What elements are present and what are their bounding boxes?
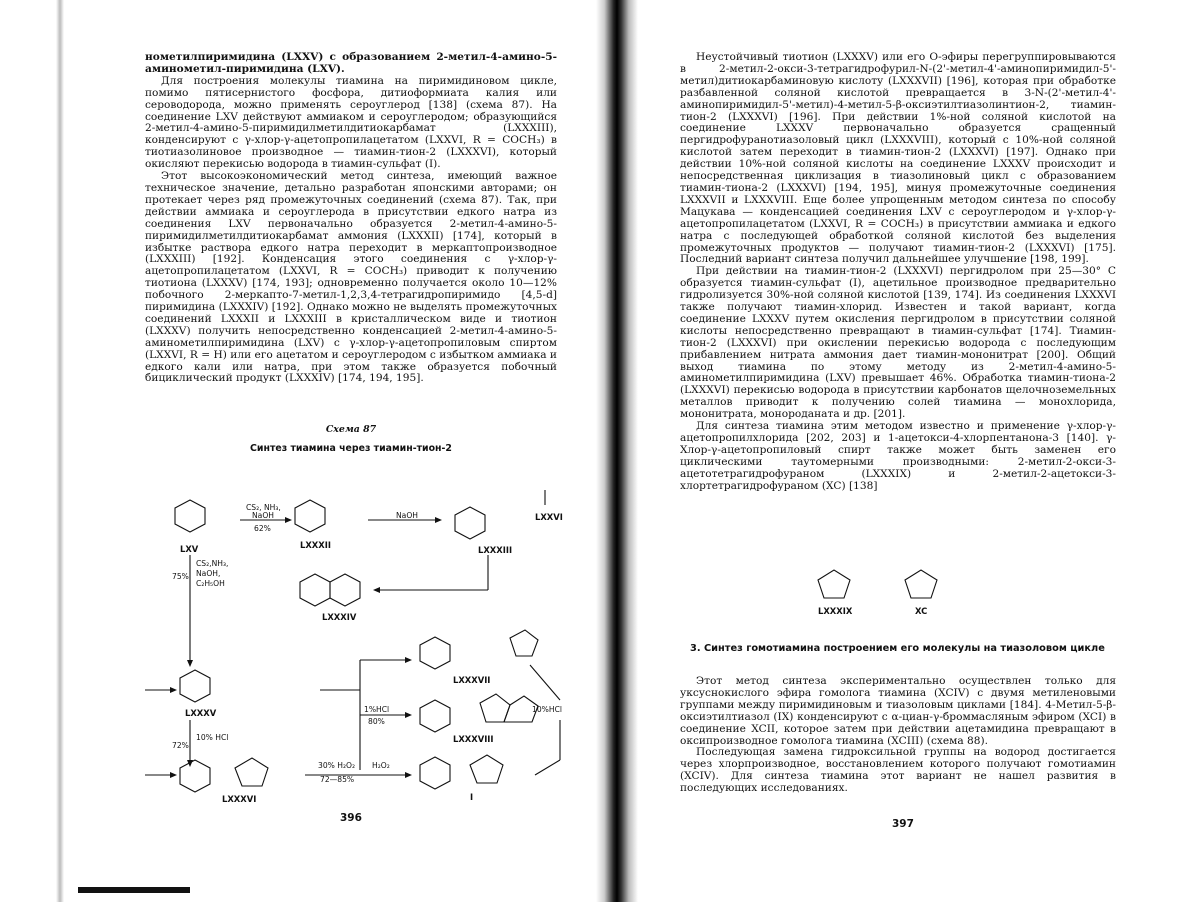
pyrimidine-ring	[420, 637, 450, 669]
paragraph: Для построения молекулы тиамина на пиримидиновом цикле, помимо пятисернистого фосфора, дитиоформиата калия или сероводорода, можно применять сероуглерод [138] (схема 87). На соединение LXV действуют аммиаком и сероуглеродом; образующийся 2-метил-4-амино-5-пиримидилметилдитиокарбамат (LXXXIII), конденсируют с γ-хлор-γ-ацетопропилацетатом (LXXVI, R = COCH₃) в тиотиазолиновое производное — тиамин-тион-2 (LXXXVI), который окисляют перекисью водорода в тиамин-сульфат (I).	[145, 74, 557, 171]
pyrimidine-ring	[180, 670, 210, 702]
page-number: 397	[892, 818, 914, 830]
compound-label: LXXVI	[535, 512, 563, 522]
reaction-condition: 30% H₂O₂	[318, 761, 356, 770]
reaction-condition: 1%HCl	[364, 705, 390, 714]
reaction-condition: NaOH	[252, 511, 275, 520]
right-text-column-lower	[680, 676, 1116, 795]
scheme-label: Схема 87	[325, 424, 377, 435]
pyrimidine-ring	[330, 574, 360, 606]
reaction-arrow	[535, 760, 560, 775]
paragraph: Этот высокоэкономический метод синтеза, имеющий важное техническое значение, детально разработан японскими авторами; он протекает через ряд промежуточных соединений (схема 87). Так, при действии аммиака и сероуглерода в присутствии едкого натра из соединения LXV первоначально образуется 2-метил-4-амино-5-пиримидилметилдитиокарбамат аммония (LXXXII) [174], который в избытке раствора едкого натра переходит в меркаптопроизводное (LXXXIII) [192]. Конденсация этого соединения с γ-хлор-γ-ацетопропилацетатом (LXXVI, R = COCH₃) приводит к получению тиотиона (LXXXV) [174, 193]; одновременно получается около 10—12% побочного 2-меркапто-7-метил-1,2,3,4-тетрагидропиримидо [4,5-d] пиримидина (LXXXIV) [192]. Однако можно не выделять промежуточных соединений LXXXII и LXXXIII в кристаллическом виде и тиотион (LXXXV) получить непосредственно конденсацией 2-метил-4-амино-5-аминометилпиримидина (LXV) с γ-хлор-γ-ацетопропиловым спиртом (LXXVI, R = H) или его ацетатом и сероуглеродом с избытком аммиака и едкого кали или натра, при этом также образуется побочный бициклический продукт (LXXXIV) [174, 194, 195].	[145, 170, 557, 385]
right-page	[600, 0, 1200, 902]
thiazole-ring	[470, 755, 503, 783]
furan-ring	[510, 630, 538, 656]
reaction-condition: 80%	[368, 717, 385, 726]
pyrimidine-ring	[180, 760, 210, 792]
compound-label: LXXXIII	[478, 545, 513, 555]
compound-label: LXXXVI	[222, 794, 257, 804]
section-heading: 3. Синтез гомотиамина построением его молекулы на тиазоловом цикле	[690, 643, 1105, 654]
reaction-condition: CS₂,NH₃,	[196, 559, 229, 568]
scheme-title: Синтез тиамина через тиамин-тион-2	[250, 443, 452, 454]
paragraph: Для синтеза тиамина этим методом известно и применение γ-хлор-γ-ацетопропилхлорида [202, 203] и 1-ацетокси-4-хлорпентанона-3 [140]. γ-Хлор-γ-ацетопропиловый спирт также может быть заменен его циклическими таутомерными производными: 2-метил-2-окси-3-ацетотетрагидрофураном (LXXXIX) и 2-метил-2-ацетокси-3-хлортетрагидрофураном (XC) [138]	[680, 420, 1116, 492]
reaction-condition: 75%	[172, 572, 189, 581]
page-number: 396	[340, 812, 362, 824]
reaction-condition: 72%	[172, 741, 189, 750]
compound-label: I	[470, 792, 474, 802]
pyrimidine-ring	[300, 574, 330, 606]
compound-label: LXXXVIII	[453, 734, 494, 744]
pyrimidine-ring	[420, 700, 450, 732]
pyrimidine-ring	[295, 500, 325, 532]
reaction-condition: C₂H₅OH	[196, 579, 225, 588]
compound-label: LXXXII	[300, 540, 331, 550]
reaction-condition: 10% HCl	[196, 733, 229, 742]
right-text-column	[680, 52, 1116, 493]
reaction-condition: 10%HCl	[532, 705, 563, 714]
compound-label: LXXXV	[185, 708, 217, 718]
reaction-condition: 62%	[254, 524, 271, 533]
paragraph: При действии на тиамин-тион-2 (LXXXVI) пергидролом при 25—30° С образуется тиамин-сульфат (I), ацетильное производное предварительно гидролизуется 30%-ной соляной кислотой [139, 174]. Из соединения LXXXVI также получают тиамин-хлорид. Известен и такой вариант, когда соединение LXXXV путем окисления пергидролом в присутствии соляной кислоты непосредственно превращают в тиамин-сульфат [174]. Тиамин-тион-2 (LXXXVI) при окислении перекисью водорода с последующим прибавлением нитрата аммония дает тиамин-мононитрат [200]. Общий выход тиамина по этому методу из 2-метил-4-амино-5-аминометилпиримидина (LXV) превышает 46%. Обработка тиамин-тиона-2 (LXXXVI) перекисью водорода в присутствии карбонатов щелочноземельных металлов приводит к получению солей тиамина — монохлорида, мононитрата, монороданата и др. [201].	[680, 265, 1116, 421]
pyrimidine-ring	[420, 757, 450, 789]
reaction-arrow	[530, 665, 560, 700]
paragraph: Последующая замена гидроксильной группы на водород достигается через хлорпроизводное, восстановлением которого получают гомотиамин (XCIV). Для синтеза тиамина этот вариант не нашел развития в последующих исследованиях.	[680, 746, 1116, 795]
compound-label: LXXXIV	[322, 612, 357, 622]
compound-label: LXXXVII	[453, 675, 491, 685]
paragraph: нометилпиримидина (LXXV) с образованием 2-метил-4-амино-5-аминометил-пиримидина (LXV).	[145, 51, 557, 75]
compound-label: XC	[915, 606, 928, 616]
paragraph: Неустойчивый тиотион (LXXXV) или его О-эфиры перегруппировываются в 2-метил-2-окси-3-тетрагидрофурил-N-(2'-метил-4'-аминопиримидил-5'-метил)дитиокарбаминовую кислоту (LXXXVII) [196], которая при обработке разбавленной соляной кислотой превращается в 3-N-(2'-метил-4'-аминопиримидил-5'-метил)-4-метил-5-β-оксиэтилтиазолинтион-2, тиамин-тион-2 (LXXXVI) [196]. При действии 1%-ной соляной кислотой на соединение LXXXV первоначально образуется сращенный пергидрофуранотиазоловый цикл (LXXXVIII), который с 10%-ной соляной кислотой затем переходит в тиамин-тион-2 (LXXXVI) [197]. Однако при действии 10%-ной соляной кислоты на соединение LXXXV происходит и непосредственная циклизация в тиазолиновый цикл с образованием тиамин-тиона-2 (LXXXVI) [194, 195], минуя промежуточные соединения LXXXVII и LXXXVIII. Еще более упрощенным методом синтеза по способу Мацукава — конденсацией соединения LXV с сероуглеродом и γ-хлор-γ-ацетопропилацетатом (LXXVI, R = COCH₃) в присутствии аммиака и едкого натра с последующей обработкой соляной кислотой без выделения промежуточных продуктов — получают тиамин-тион-2 (LXXXVI) [175]. Последний вариант синтеза получил дальнейшее улучшение [198, 199].	[680, 51, 1116, 266]
reaction-condition: NaOH,	[196, 569, 221, 578]
pyrimidine-ring	[455, 507, 485, 539]
reaction-condition: 72—85%	[320, 775, 355, 784]
compound-label: LXXXIX	[818, 606, 853, 616]
paragraph: Этот метод синтеза экспериментально осуществлен только для уксуснокислого эфира гомолога тиамина (XCIV) с двумя метиленовыми группами между пиримидиновым и тиазоловым циклами [184]. 4-Метил-5-β-оксиэтилтиазол (IX) конденсируют с α-циан-γ-броммасляным эфиром (XCI) в соединение XCII, которое затем при действии ацетамидина превращают в оксипроизводное гомолога тиамина (XCIII) (схема 88).	[680, 675, 1116, 747]
thiazole-ring	[235, 758, 268, 786]
reaction-condition: CS₂, NH₃,	[246, 503, 281, 512]
compound-label: LXV	[180, 544, 199, 554]
pyrimidine-ring	[175, 500, 205, 532]
reaction-condition: H₂O₂	[372, 761, 390, 770]
reaction-condition: NaOH	[396, 511, 419, 520]
